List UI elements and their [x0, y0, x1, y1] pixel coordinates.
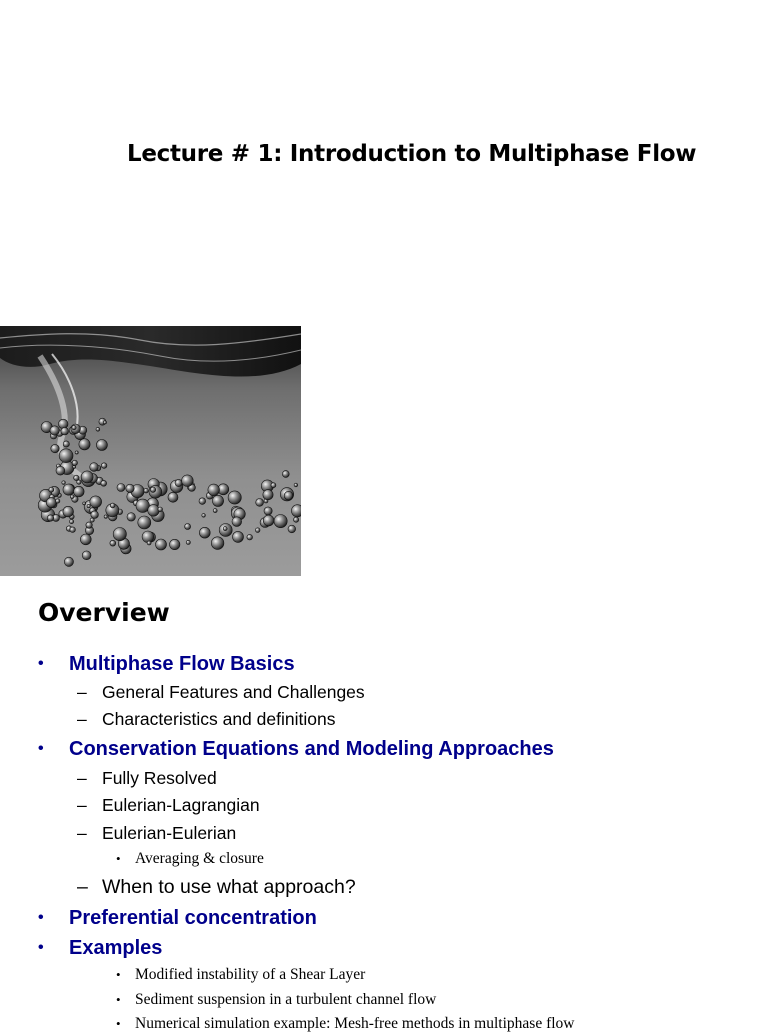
outline-item-text: Multiphase Flow Basics: [69, 653, 295, 675]
dash-marker: –: [77, 709, 87, 729]
bullet-marker: •: [38, 655, 44, 672]
bullet-marker: •: [116, 851, 121, 866]
dash-marker: –: [77, 768, 87, 788]
dash-marker: –: [77, 795, 87, 815]
bullet-marker: •: [38, 740, 44, 757]
outline-item-text: Characteristics and definitions: [102, 709, 336, 729]
bubbles-in-water-photo-icon: [0, 326, 301, 576]
outline-item-text: Conservation Equations and Modeling Approaches: [69, 738, 554, 760]
bullet-marker: •: [116, 1016, 121, 1031]
page-title: Lecture # 1: Introduction to Multiphase Flow: [127, 141, 697, 167]
outline-item-text: Preferential concentration: [69, 907, 317, 929]
bullet-marker: •: [116, 967, 121, 982]
outline-item-text: Sediment suspension in a turbulent channel flow: [135, 991, 437, 1008]
dash-marker: –: [77, 876, 88, 898]
dash-marker: –: [77, 682, 87, 702]
outline-item-text: Modified instability of a Shear Layer: [135, 966, 366, 983]
dash-marker: –: [77, 823, 87, 843]
outline-item-text: Eulerian-Eulerian: [102, 823, 237, 843]
outline-item-text: Eulerian-Lagrangian: [102, 795, 260, 815]
outline-item-text: Fully Resolved: [102, 768, 217, 788]
overview-heading: Overview: [38, 598, 170, 627]
outline-item-text: Numerical simulation example: Mesh-free methods in multiphase flow: [135, 1015, 575, 1032]
bullet-marker: •: [38, 909, 44, 926]
outline-item-text: Averaging & closure: [135, 850, 264, 867]
bullet-marker: •: [116, 992, 121, 1007]
outline-item-text: When to use what approach?: [102, 876, 356, 898]
bullet-marker: •: [38, 939, 44, 956]
outline-item-text: General Features and Challenges: [102, 682, 365, 702]
outline-item-text: Examples: [69, 937, 163, 959]
